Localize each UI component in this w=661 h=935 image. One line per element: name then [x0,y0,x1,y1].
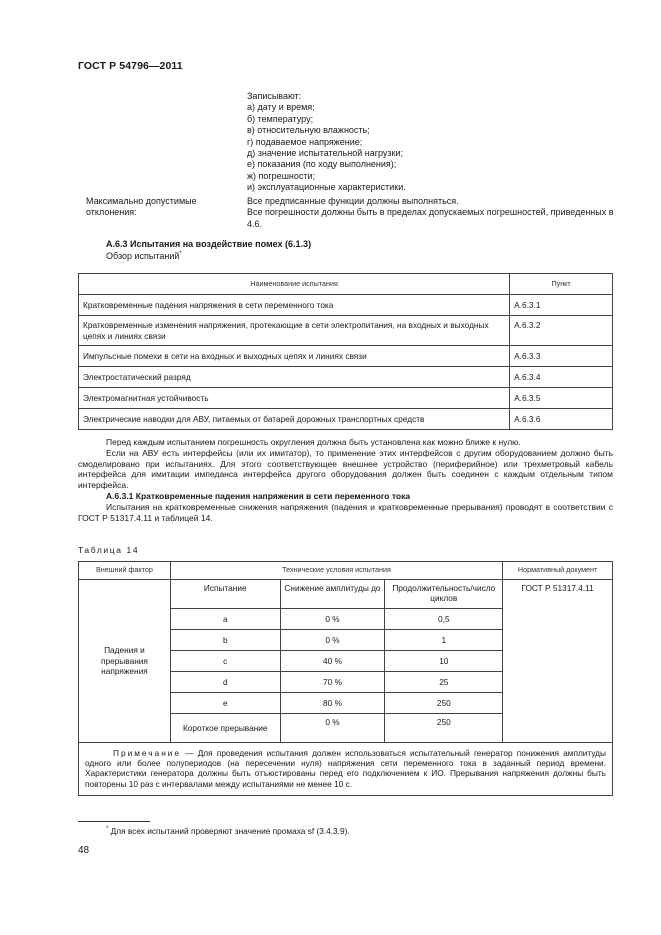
record-item: и) эксплуатационные характеристики. [247,182,406,193]
record-item: б) температуру; [247,113,314,124]
footnote [106,826,350,837]
record-item: д) значение испытательной нагрузки; [247,148,403,159]
overview-text: Обзор испытаний [106,251,180,261]
duration-value: 0,5 [385,609,503,630]
header-conditions: Технические условия испытания [170,562,502,580]
record-item: ж) погрешности; [247,170,316,181]
amplitude-value: 0 % [280,630,385,651]
test-clause: А.6.3.6 [510,409,613,430]
deviations-line-1: Все предписанные функции должны выполняться. [247,196,459,206]
table-row [79,295,613,316]
test-clause: А.6.3.3 [510,346,613,367]
overview-table [78,273,613,430]
table14-caption: Таблица 14 [78,545,140,555]
test-name: Импульсные помехи в сети на входных и выходных цепях и линиях связи [79,346,510,367]
amplitude-value: 0 % [280,609,385,630]
note-text: — Для проведения испытания должен использоваться испытательный генератор понижения амплитуды одного или более полупериодов (на пересечении нуля) напряжения сети переменного тока в заданный период времени. Характеристики генератора должны быть отъюстированы перед его подключением к ИО. Прерывания напряжения должны быть повторены 10 раз с интервалами между испытаниями не менее 10 с. [85,748,606,789]
table-row [79,367,613,388]
deviations-line-2: Все погрешности должны быть в пределах допускаемых погрешностей, приведенных в 4.6. [247,207,614,229]
footnote-ref: * [179,251,182,257]
table-row [79,316,613,346]
subsection-title: А.6.3.1 Кратковременные падения напряжения в сети переменного тока [106,490,411,501]
factor-cell: Падения и прерывания напряжения [79,580,171,743]
document-header: ГОСТ Р 54796—2011 [78,60,183,72]
amplitude-value: 0 % [280,714,385,743]
test-name: Кратковременные изменения напряжения, протекающие в сети электропитания, на входных и выходных цепях и линиях связи [79,316,510,346]
test-name: Кратковременные падения напряжения в сети переменного тока [79,295,510,316]
normative-cell: ГОСТ Р 51317.4.11 [503,580,613,743]
record-item: в) относительную влажность; [247,125,370,136]
record-item: г) подаваемое напряжение; [247,136,363,147]
overview-label [106,251,182,262]
amplitude-value: 80 % [280,693,385,714]
test-clause: А.6.3.4 [510,367,613,388]
amplitude-value: 40 % [280,651,385,672]
note-label: Примечание [113,748,182,758]
subheader-duration: Продолжительность/число циклов [385,580,503,609]
header-factor: Внешний фактор [79,562,171,580]
test-clause: А.6.3.2 [510,316,613,346]
amplitude-value: 70 % [280,672,385,693]
footnote-mark: * [106,826,109,833]
test-name: Электрические наводки для АВУ, питаемых от батарей дорожных транспортных средств [79,409,510,430]
duration-value: 250 [385,693,503,714]
test-clause: А.6.3.1 [510,295,613,316]
paragraph-dips: Испытания на кратковременные снижения напряжения (падения и кратковременные прерывания) проводят в соответствии с ГОСТ Р 51317.4.11 и таблицей 14. [78,501,613,523]
test-name: Электромагнитная устойчивость [79,388,510,409]
body-paragraphs [78,437,613,523]
record-item: а) дату и время; [247,102,315,113]
duration-value: 1 [385,630,503,651]
table-note [79,743,613,796]
record-item: е) показания (по ходу выполнения); [247,159,397,170]
table-row [79,346,613,367]
test-id: e [170,693,280,714]
duration-value: 10 [385,651,503,672]
table-row [79,388,613,409]
table-row [79,409,613,430]
test-id: b [170,630,280,651]
test-id: d [170,672,280,693]
test-id: c [170,651,280,672]
test-clause: А.6.3.5 [510,388,613,409]
header-normative: Нормативный документ [503,562,613,580]
paragraph-rounding: Перед каждым испытанием погрешность округления должна быть установлена как можно ближе к нулю. [106,437,521,447]
test-name: Электростатический разряд [79,367,510,388]
overview-header-name: Наименование испытания [79,274,510,295]
duration-value: 25 [385,672,503,693]
subheader-amplitude: Снижение амплитуды до [280,580,385,609]
page-number: 48 [78,845,90,856]
record-list [247,91,617,194]
table-14 [78,561,613,796]
paragraph-interfaces: Если на АВУ есть интерфейсы (или их имитатор), то применение этих интерфейсов с другим оборудованием должно быть смоделировано при испытаниях. Для этого соответствующее внешнее устройство (периферийное) или трехметровый кабель интерфейса для имитации импеданса интерфейса другого оборудования должен быть соединен с каждым отдельным типом интерфейса. [78,447,613,491]
deviations-label: Максимально допустимые отклонения: [86,196,197,218]
test-id: Короткое прерывание [170,714,280,743]
overview-header-clause: Пункт [510,274,613,295]
record-intro: Записывают: [247,91,302,101]
section-title: А.6.3 Испытания на воздействие помех (6.1.3) [106,239,312,249]
footnote-text: Для всех испытаний проверяют значение промаха sf (3.4.3.9). [110,826,350,836]
test-id: a [170,609,280,630]
subheader-test: Испытание [170,580,280,609]
deviations-text [247,196,617,230]
duration-value: 250 [385,714,503,743]
footnote-divider [78,821,150,822]
